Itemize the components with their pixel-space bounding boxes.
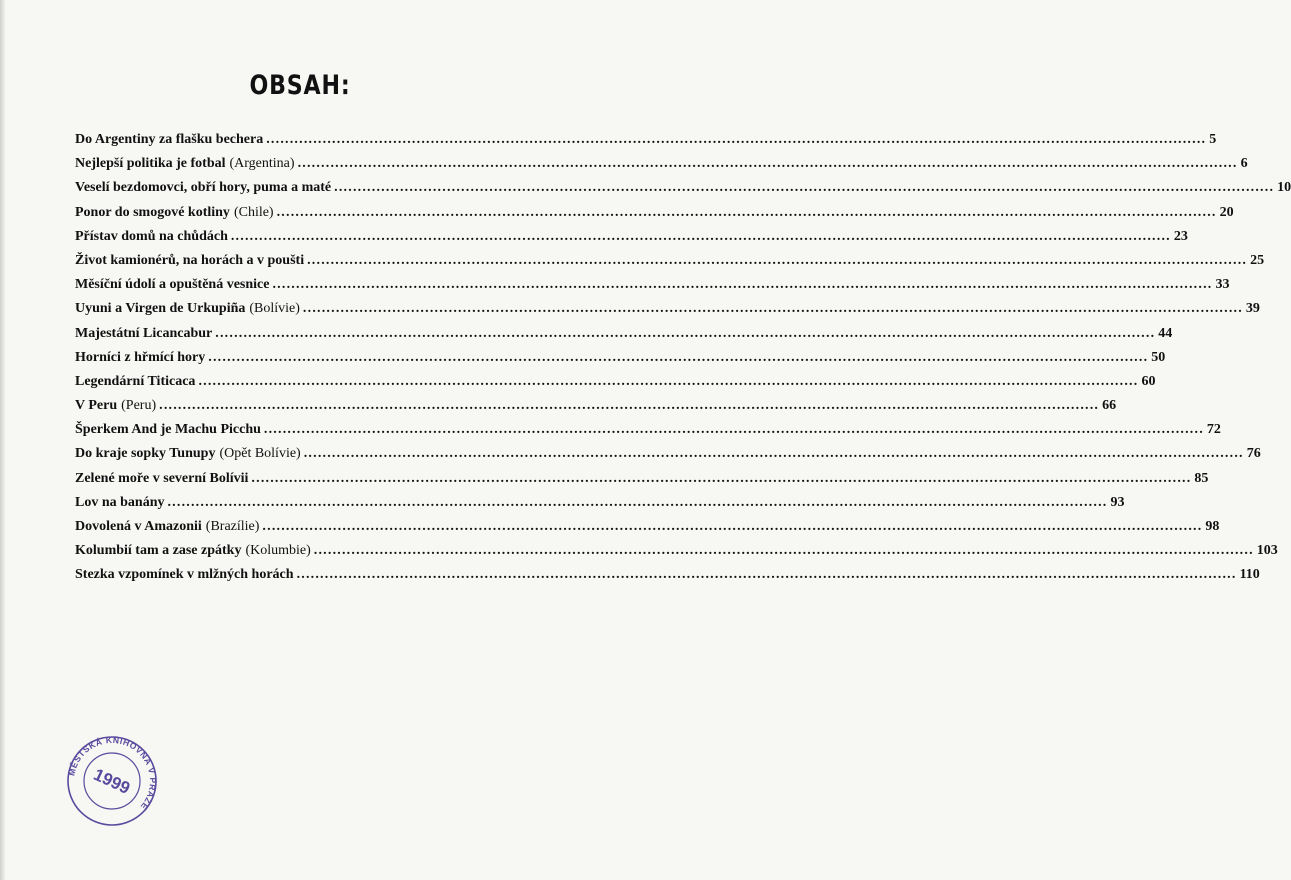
- toc-entry-page: 76: [1246, 446, 1261, 462]
- toc-entry-title: Stezka vzpomínek v mlžných horách: [75, 567, 294, 583]
- toc-entry-page: 23: [1173, 228, 1188, 244]
- toc-entry-page: 60: [1141, 373, 1156, 389]
- toc-entry-page: 6: [1240, 156, 1248, 172]
- dot-leader: ........................................................................................................................................................................................................: [198, 373, 1139, 389]
- toc-entry: [75, 467, 1209, 491]
- toc-entry: [75, 152, 1248, 176]
- dot-leader: ........................................................................................................................................................................................................: [266, 132, 1207, 147]
- toc-entry: [75, 442, 1261, 466]
- dot-leader: ........................................................................................................................................................................................................: [313, 543, 1254, 559]
- toc-entry-page: 20: [1219, 204, 1234, 220]
- toc-entry-title: Majestátní Licancabur: [75, 325, 213, 341]
- dot-leader: ........................................................................................................................................................................................................: [302, 301, 1243, 317]
- toc-entry: [75, 563, 1260, 587]
- toc-entry-note: (Chile): [233, 204, 274, 220]
- page-edge-shadow: [0, 0, 6, 880]
- stamp-ring-text: MĚSTSKÁ KNIHOVNA V PRAZE: [66, 734, 159, 812]
- toc-entry: [75, 273, 1230, 297]
- toc-entry: [75, 370, 1156, 394]
- toc-entry-title: Nejlepší politika je fotbal: [75, 156, 226, 172]
- dot-leader: ........................................................................................................................................................................................................: [159, 398, 1100, 414]
- toc-entry: [75, 297, 1260, 321]
- toc-entry-note: (Kolumbie): [245, 543, 311, 559]
- toc-entry-page: 93: [1110, 494, 1125, 510]
- dot-leader: ........................................................................................................................................................................................................: [303, 446, 1244, 462]
- toc-entry: [75, 322, 1173, 346]
- toc-entry-title: Dovolená v Amazonii: [75, 519, 202, 534]
- page-title: OBSAH:: [249, 70, 351, 102]
- toc-entry: [75, 128, 1217, 152]
- dot-leader: ........................................................................................................................................................................................................: [215, 325, 1156, 341]
- toc-entry-title: Měsíční údolí a opuštěná vesnice: [75, 277, 270, 293]
- toc-entry: [75, 491, 1125, 515]
- toc-entry-title: V Peru: [75, 398, 118, 414]
- toc-entry-title: Ponor do smogové kotliny: [75, 204, 230, 220]
- toc-entry-page: 50: [1151, 349, 1166, 365]
- toc-entry-page: 98: [1205, 519, 1220, 534]
- toc-entry-note: (Brazílie): [205, 519, 260, 534]
- toc-entry: [75, 225, 1188, 249]
- toc-entry: [75, 346, 1166, 370]
- library-stamp: [64, 733, 160, 829]
- toc-entry-page: 85: [1194, 470, 1209, 486]
- toc-entry-title: Do kraje sopky Tunupy: [75, 446, 216, 462]
- toc-entry-page: 5: [1209, 132, 1217, 147]
- toc-entry-title: Šperkem And je Machu Picchu: [75, 422, 261, 438]
- dot-leader: ........................................................................................................................................................................................................: [230, 228, 1171, 244]
- toc-entry-page: 110: [1239, 567, 1260, 583]
- dot-leader: ........................................................................................................................................................................................................: [263, 422, 1204, 438]
- dot-leader: ........................................................................................................................................................................................................: [276, 204, 1217, 220]
- toc-entry-page: 39: [1245, 301, 1260, 317]
- dot-leader: ........................................................................................................................................................................................................: [262, 519, 1203, 534]
- toc-entry-title: Kolumbií tam a zase zpátky: [75, 543, 242, 559]
- toc-entry-page: 33: [1215, 277, 1230, 293]
- toc-entry: [75, 394, 1117, 418]
- dot-leader: ........................................................................................................................................................................................................: [307, 252, 1248, 268]
- toc-entry-title: Přístav domů na chůdách: [75, 228, 228, 244]
- toc-entry-page: 66: [1102, 398, 1117, 414]
- toc-entry-title: Horníci z hřmící hory: [75, 349, 206, 365]
- toc-entry-note: (Peru): [121, 398, 157, 414]
- dot-leader: ........................................................................................................................................................................................................: [208, 349, 1149, 365]
- dot-leader: ........................................................................................................................................................................................................: [272, 277, 1213, 293]
- toc-entry: [75, 418, 1221, 442]
- toc-entry: [75, 249, 1265, 273]
- dot-leader: ........................................................................................................................................................................................................: [334, 180, 1275, 196]
- toc-entry: [75, 539, 1278, 563]
- toc-entry-title: Lov na banány: [75, 494, 165, 510]
- toc-entry-page: 44: [1158, 325, 1173, 341]
- toc-entry: [75, 201, 1234, 225]
- toc-entry-title: Uyuni a Virgen de Urkupiña: [75, 301, 246, 317]
- toc-entry-page: 103: [1256, 543, 1278, 559]
- toc-entry-note: (Bolívie): [249, 301, 300, 317]
- toc-entry-page: 72: [1206, 422, 1221, 438]
- toc-entry: [75, 176, 1291, 200]
- dot-leader: ........................................................................................................................................................................................................: [251, 470, 1192, 486]
- stamp-year: 1999: [90, 764, 133, 799]
- toc-entry-title: Zelené moře v severní Bolívii: [75, 470, 249, 486]
- dot-leader: ........................................................................................................................................................................................................: [297, 156, 1238, 172]
- dot-leader: ........................................................................................................................................................................................................: [296, 567, 1237, 583]
- toc-entry-title: Legendární Titicaca: [75, 373, 196, 389]
- dot-leader: ........................................................................................................................................................................................................: [167, 494, 1108, 510]
- toc-entry-note: (Argentina): [229, 156, 295, 172]
- toc-entry-title: Veselí bezdomovci, obří hory, puma a maté: [75, 180, 332, 196]
- toc-entry-title: Do Argentiny za flašku bechera: [75, 132, 264, 147]
- toc-entry: [75, 515, 1220, 539]
- table-of-contents: [75, 128, 1291, 588]
- toc-entry-title: Život kamionérů, na horách a v poušti: [75, 252, 305, 268]
- toc-entry-note: (Opět Bolívie): [219, 446, 301, 462]
- toc-entry-page: 10: [1277, 180, 1291, 196]
- toc-entry-page: 25: [1250, 252, 1265, 268]
